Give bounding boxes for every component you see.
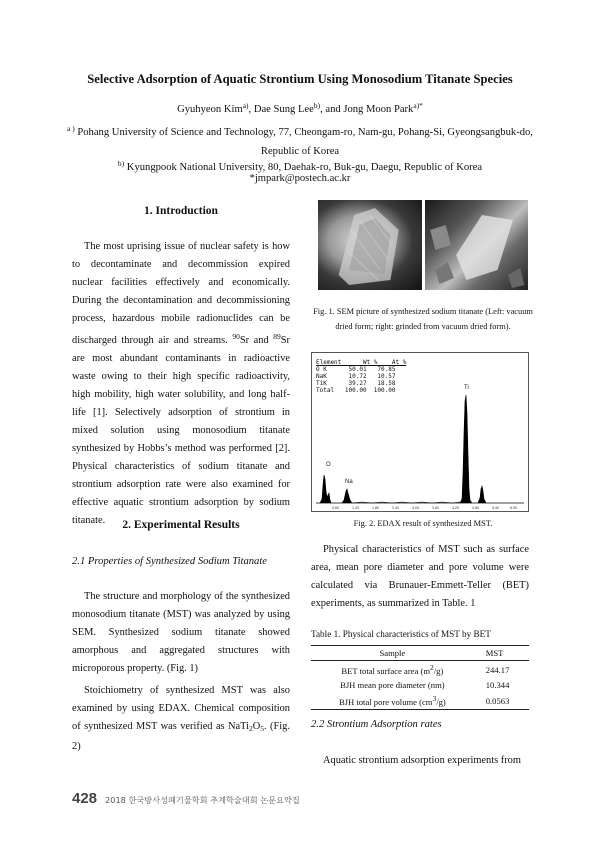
conference-name: 2018 한국방사성폐기물학회 추계학술대회 논문요약집	[105, 795, 300, 805]
table-cell-label: BJH mean pore diameter (nm)	[340, 680, 445, 690]
peak-label-o: O	[326, 462, 331, 468]
intro-text-2: Sr and	[239, 335, 274, 346]
x-tick-label: 2.40	[392, 506, 399, 510]
table-row	[311, 661, 529, 679]
table-cell-value: 244.17	[485, 664, 510, 675]
o-peak	[320, 475, 331, 503]
bet-section	[311, 541, 529, 613]
x-tick-label: 1.20	[352, 506, 359, 510]
subsection-2-2-heading: 2.2 Strontium Adsorption rates	[311, 719, 442, 730]
intro-paragraph	[72, 238, 290, 530]
author-line	[40, 101, 560, 115]
edax-table-header: Element Wt % At %	[316, 359, 407, 366]
table-cell-label: BET total surface area $(m^2/g)$	[341, 663, 444, 676]
x-tick-label: 3.00	[412, 506, 419, 510]
table-cell-label: BJH total pore volume $(cm^3/g)$	[311, 692, 474, 710]
intro-section	[72, 238, 290, 530]
edax-row: O K 50.01 70.85	[316, 366, 396, 373]
table-header-cell: Sample	[311, 646, 474, 661]
edax-row: NaK 10.72 10.57	[316, 373, 396, 380]
na-peak	[342, 489, 352, 503]
edax-row: Total 100.00 100.00	[316, 387, 396, 394]
ti-k-alpha-peak	[460, 395, 472, 503]
x-tick-label: 6.00	[510, 506, 517, 510]
author-name: Gyuhyeon Kim	[177, 104, 243, 115]
table-1-caption: Table 1. Physical characteristics of MST by BET	[311, 629, 491, 639]
author-affil-mark: b)	[313, 101, 321, 110]
figure-2-caption: Fig. 2. EDAX result of synthesized MST.	[353, 519, 493, 528]
section-2-1	[72, 588, 290, 756]
x-tick-label: 3.60	[432, 506, 439, 510]
table-cell-value: 0.0563	[474, 692, 529, 710]
table-row	[311, 678, 529, 692]
intro-heading: 1. Introduction	[144, 205, 218, 217]
table-cell-value: 10.344	[485, 680, 510, 690]
x-tick-label: 1.80	[372, 506, 379, 510]
table-header-row	[311, 646, 529, 661]
formula-sub: 2	[249, 724, 253, 733]
author-name: , and Jong Moon Park	[320, 104, 414, 115]
author-affil-mark: a)	[242, 101, 249, 110]
affil-mark: a )	[67, 124, 75, 133]
subsection-2-1-heading: 2.1 Properties of Synthesized Sodium Titanate	[72, 556, 267, 567]
edax-row: TiK 39.27 18.58	[316, 380, 396, 387]
sem-image-vacuum-dried	[318, 200, 422, 290]
sem-image-grinded	[425, 200, 529, 290]
table-row	[311, 692, 529, 710]
formula-sub: 5	[260, 724, 265, 733]
x-tick-label: 4.20	[452, 506, 459, 510]
stoich-text-1: Stoichiometry of synthesized MST was also examined by using EDAX. Chemical composition of synthesized MST was verified as NaTi	[72, 685, 290, 732]
peak-label-na: Na	[345, 479, 353, 485]
author-affil-mark: a)*	[413, 101, 423, 110]
section-2-2	[311, 752, 529, 770]
results-heading: 2. Experimental Results	[122, 519, 240, 531]
affil-mark: b)	[117, 159, 125, 168]
contact-email: *jmpark@postech.ac.kr	[249, 173, 351, 184]
affil-text: Pohang University of Science and Technology, 77, Cheongam-ro, Nam-gu, Pohang-Si, Gyeongsangbuk-do, Republic of Korea	[74, 127, 533, 157]
table-header-cell: MST	[474, 646, 529, 661]
x-tick-label: 0.60	[332, 506, 339, 510]
bet-paragraph: Physical characteristics of MST such as surface area, mean pore diameter and pore volume were calculated via Brunauer-Emmett-Teller (BET) experiments, as summarized in Table. 1	[311, 544, 529, 609]
page-number: 428	[72, 790, 98, 807]
isotope-89-mark: 89	[273, 332, 281, 341]
peak-label-ti: Ti	[464, 385, 469, 391]
stoich-text-2: O	[252, 721, 261, 732]
author-name: , Dae Sung Lee	[248, 104, 314, 115]
x-tick-label: 5.40	[492, 506, 499, 510]
paper-title: Selective Adsorption of Aquatic Strontium Using Monosodium Titanate Species	[87, 72, 513, 86]
table-1-bet	[311, 645, 529, 710]
isotope-90-mark: 90	[232, 332, 240, 341]
figure-2-edax-spectrum	[311, 352, 529, 512]
figure-1-sem-images	[318, 200, 528, 290]
affil-text: Kyungpook National University, 80, Daehak-ro, Buk-gu, Daegu, Republic of Korea	[124, 162, 483, 173]
stoich-text-3: . (Fig. 2)	[72, 721, 290, 752]
intro-text-3: Sr are most abundant contaminants in radioactive waste owing to their high specific radioactivity, high mobility, high water solubility, and long half-life [1]. Selectively adsorption of strontium in mixed solution using monosodium titanate synthesized by Hobbs’s method was performed [2]. Physical characteristics of sodium titanate and strontium adsorption rate were also examined for effective aquatic strontium adsorption by sodium titanate.	[72, 335, 290, 526]
ti-k-beta-peak	[478, 486, 486, 503]
figure-1-caption: Fig. 1. SEM picture of synthesized sodium titanate (Left: vacuum dried form; right: grinded from vacuum dried form).	[313, 307, 533, 331]
adsorption-paragraph: Aquatic strontium adsorption experiments from	[323, 755, 521, 766]
morphology-paragraph: The structure and morphology of the synthesized monosodium titanate (MST) was analyzed by using SEM. Synthesized sodium titanate showed amorphous and aggregated structures with microporous property. (Fig. 1)	[72, 591, 290, 674]
page-footer	[72, 790, 300, 807]
stoichiometry-paragraph	[72, 682, 290, 756]
intro-text-1: The most uprising issue of nuclear safety is how to decontaminate and decommission expired nuclear facilities effectively and economically. During the decontamination and decommissioning process, hazardous mobile radionuclides can be discharged through air and streams.	[72, 241, 290, 346]
x-tick-label: 4.80	[472, 506, 479, 510]
